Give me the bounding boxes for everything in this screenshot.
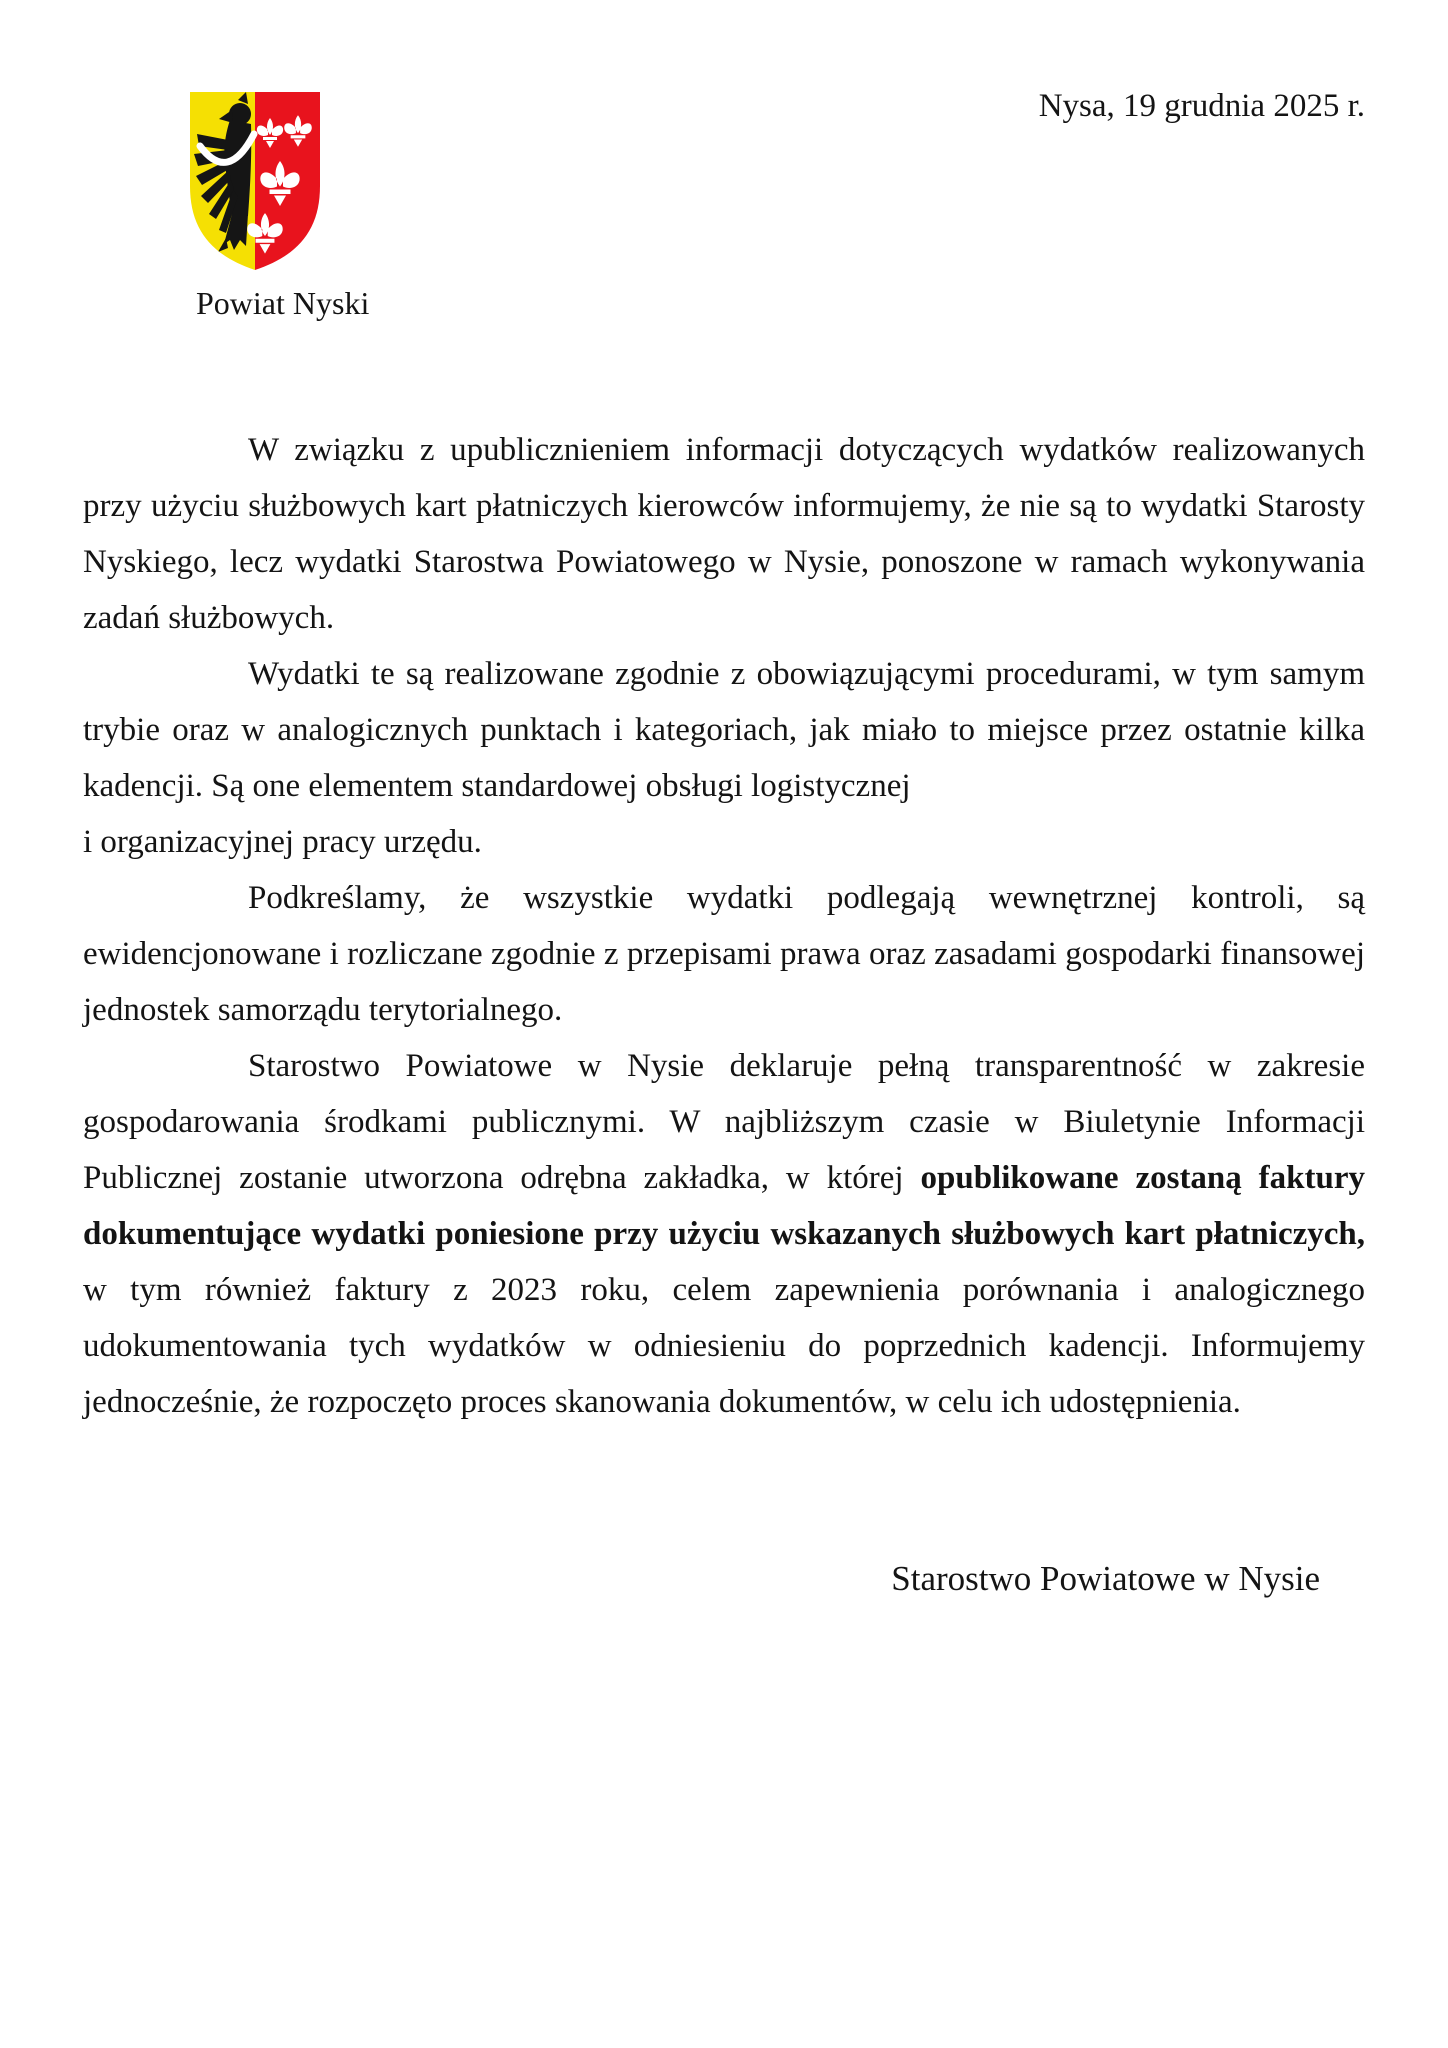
date-line: Nysa, 19 grudnia 2025 r.	[1038, 88, 1365, 124]
paragraph-2-main: Wydatki te są realizowane zgodnie z obowiązującymi procedurami, w tym samym trybie oraz w analogicznych punktach i kategoriach, jak miało to miejsce przez ostatnie kilka kadencji. Są one elementem standardowej obsługi logistycznej	[83, 656, 1365, 804]
letter-body	[83, 422, 1365, 1430]
paragraph-3: Podkreślamy, że wszystkie wydatki podlegają wewnętrznej kontroli, są ewidencjonowane i rozliczane zgodnie z przepisami prawa oraz zasadami gospodarki finansowej jednostek samorządu terytorialnego.	[83, 880, 1365, 1028]
signature-line: Starostwo Powiatowe w Nysie	[891, 1559, 1320, 1598]
paragraph-1: W związku z upublicznieniem informacji dotyczących wydatków realizowanych przy użyciu służbowych kart płatniczych kierowców informujemy, że nie są to wydatki Starosty Nyskiego, lecz wydatki Starostwa Powiatowego w Nysie, ponoszone w ramach wykonywania zadań służbowych.	[83, 432, 1365, 636]
emblem-caption: Powiat Nyski	[196, 285, 370, 321]
paragraph-4	[83, 1038, 1365, 1430]
paragraph-2-lastline: i organizacyjnej pracy urzędu.	[83, 824, 482, 860]
coat-of-arms-image	[188, 90, 322, 272]
paragraph-4-continuation: w tym również faktury z 2023 roku, celem zapewnienia porównania i analogicznego udokumentowania tych wydatków w odniesieniu do poprzednich kadencji. Informujemy jednocześnie, że rozpoczęto proces skanowania dokumentów, w celu ich udostępnienia.	[83, 1272, 1365, 1420]
paragraph-4-bold-statement: opublikowane zostaną faktury dokumentujące wydatki poniesione przy użyciu wskazanych służbowych kart płatniczych,	[83, 1160, 1365, 1252]
paragraph-2	[83, 646, 1365, 870]
coat-of-arms	[188, 90, 322, 272]
paragraph-4-intro: Starostwo Powiatowe w Nysie deklaruje pełną transparentność w zakresie gospodarowania środkami publicznymi. W najbliższym czasie w Biuletynie Informacji Publicznej zostanie utworzona odrębna zakładka, w której	[83, 1048, 1365, 1196]
